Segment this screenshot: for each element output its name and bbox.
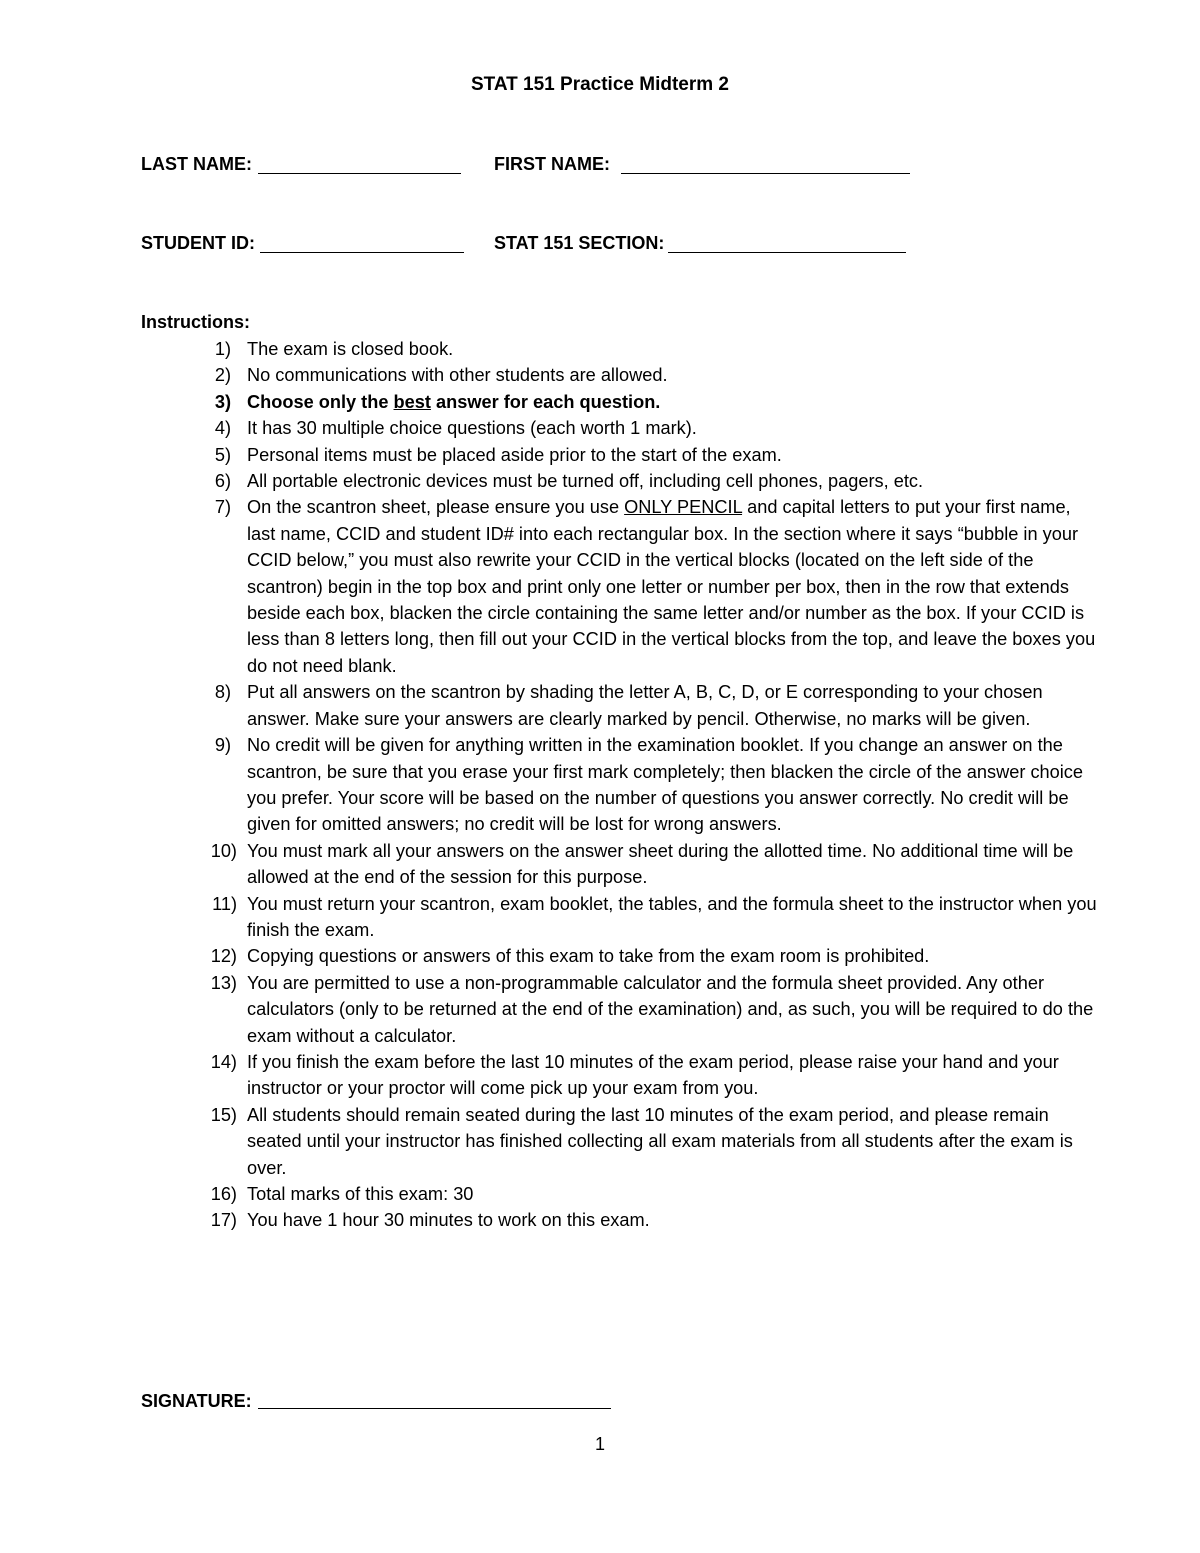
emphasis-only-pencil: ONLY PENCIL bbox=[624, 497, 743, 518]
list-item: 17) You have 1 hour 30 minutes to work on this exam. bbox=[210, 1210, 650, 1231]
list-item: 6) All portable electronic devices must be turned off, including cell phones, pagers, etc. bbox=[214, 471, 924, 492]
section-label: STAT 151 SECTION: bbox=[494, 233, 665, 253]
list-item: 1) The exam is closed book. bbox=[214, 339, 454, 359]
list-item: 9) No credit will be given for anything written in the examination booklet. If you change an answer on the scantron, be sure that you erase your first mark completely; then blacken the circle of the answer choice you prefer. Your score will be based on the number of questions you answer correctly. No credit will be given for omitted answers; no credit will be lost for wrong answers. bbox=[214, 735, 1084, 835]
list-item: 3) Choose only the best answer for each question. bbox=[214, 391, 661, 412]
first-name-label: FIRST NAME: bbox=[494, 154, 610, 174]
list-item: 5) Personal items must be placed aside prior to the start of the exam. bbox=[214, 444, 782, 465]
list-item: 13) You are permitted to use a non-programmable calculator and the formula sheet provided. Any other calculators (only to be returned at the end of the examination) and, as such, you will be required to do the exam without a calculator. bbox=[210, 972, 1094, 1046]
emphasis-best: best bbox=[393, 391, 431, 412]
student-id-label: STUDENT ID: bbox=[141, 233, 255, 253]
page-number: 1 bbox=[594, 1434, 605, 1454]
list-item: 12) Copying questions or answers of this exam to take from the exam room is prohibited. bbox=[210, 946, 930, 967]
page-title: STAT 151 Practice Midterm 2 bbox=[470, 74, 729, 95]
signature-field[interactable] bbox=[258, 1408, 611, 1409]
list-item: 14) If you finish the exam before the last 10 minutes of the exam period, please raise your hand and your instructor or your proctor will come pick up your exam from you. bbox=[210, 1051, 1059, 1099]
list-item: 8) Put all answers on the scantron by shading the letter A, B, C, D, or E corresponding to your chosen answer. Make sure your answers are clearly marked by pencil. Otherwise, no marks will be given. bbox=[214, 682, 1043, 729]
last-name-field[interactable] bbox=[258, 173, 461, 174]
instructions-list bbox=[141, 336, 1101, 1234]
list-item: 7) On the scantron sheet, please ensure you use ONLY PENCIL and capital letters to put your first name, last name, CCID and student ID# into each rectangular box. In the section where it says “bubble in your CCID below,” you must also rewrite your CCID in the vertical blocks (located on the left side of the scantron) begin in the top box and print only one letter or number per box, then in the row that extends beside each box, blacken the circle containing the same letter and/or number as the box. If your CCID is less than 8 letters long, then fill out your CCID in the vertical blocks from the top, and leave the boxes you do not need blank. bbox=[214, 497, 1096, 676]
list-item: 4) It has 30 multiple choice questions (each worth 1 mark). bbox=[214, 418, 697, 439]
list-item: 2) No communications with other students are allowed. bbox=[214, 365, 668, 386]
section-field[interactable] bbox=[668, 252, 906, 253]
first-name-field[interactable] bbox=[621, 173, 910, 174]
list-item: 10) You must mark all your answers on the answer sheet during the allotted time. No additional time will be allowed at the end of the session for this purpose. bbox=[210, 840, 1074, 888]
last-name-label: LAST NAME: bbox=[141, 154, 252, 174]
list-item: 15) All students should remain seated during the last 10 minutes of the exam period, and please remain seated until your instructor has finished collecting all exam materials from all students after the exam is over. bbox=[210, 1104, 1073, 1178]
list-item: 16) Total marks of this exam: 30 bbox=[210, 1184, 474, 1204]
signature-label: SIGNATURE: bbox=[141, 1391, 252, 1411]
list-item: 11) You must return your scantron, exam booklet, the tables, and the formula sheet to the instructor when you finish the exam. bbox=[212, 893, 1097, 940]
student-id-field[interactable] bbox=[260, 252, 464, 253]
instructions-heading: Instructions: bbox=[141, 312, 251, 332]
